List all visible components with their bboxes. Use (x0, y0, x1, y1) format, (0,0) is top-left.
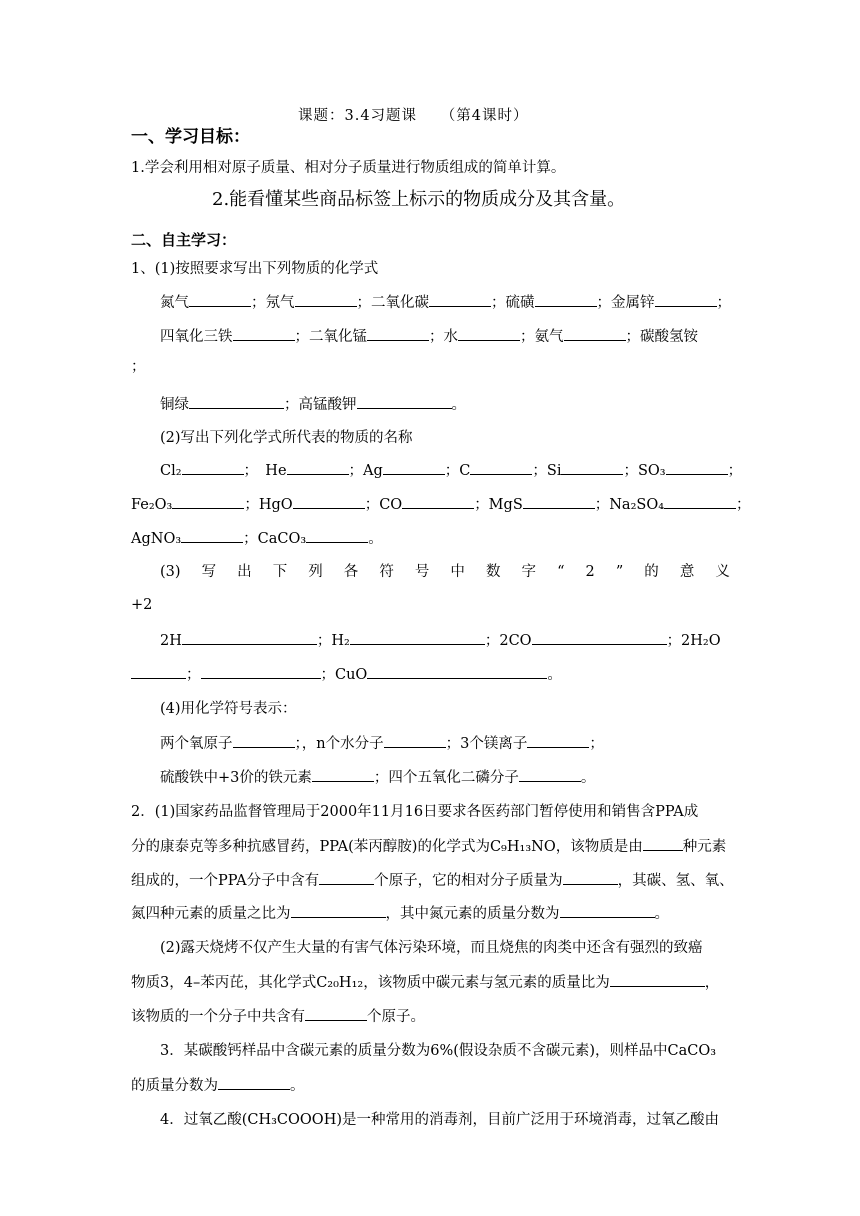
q1-row3: 铜绿 ；高锰酸钾 。 (160, 394, 760, 415)
answer-blank[interactable] (535, 292, 597, 307)
answer-blank[interactable] (655, 292, 717, 307)
answer-blank[interactable] (233, 733, 295, 748)
q1-part2-row3: AgNO₃ ；CaCO₃ 。 (131, 528, 731, 549)
q2-line1: 2．(1)国家药品监督管理局于2000年11月16日要求各医药部门暂停使用和销售含PPA成 (131, 804, 699, 820)
answer-blank[interactable] (131, 664, 186, 679)
answer-blank[interactable] (182, 630, 317, 645)
answer-blank[interactable] (532, 630, 667, 645)
answer-blank[interactable] (293, 494, 365, 509)
answer-blank[interactable] (367, 326, 429, 341)
answer-blank[interactable] (643, 836, 683, 851)
answer-blank[interactable] (181, 528, 243, 543)
answer-blank[interactable] (295, 292, 357, 307)
answer-blank[interactable] (666, 460, 728, 475)
q1-part4-row1: 两个氧原子 ；，n个水分子 ；3个镁离子 ； (160, 733, 760, 754)
answer-blank[interactable] (319, 870, 374, 885)
q2-line4: 氮四种元素的质量之比为 ，其中氮元素的质量分数为 。 (131, 903, 731, 924)
lesson-title: 课题：3.4习题课 （第4课时） (298, 108, 529, 124)
answer-blank[interactable] (563, 870, 618, 885)
q1-row2-end: ； (131, 359, 146, 375)
answer-blank[interactable] (233, 326, 295, 341)
goal-2: 2.能看懂某些商品标签上标示的物质成分及其含量。 (212, 189, 626, 210)
answer-blank[interactable] (429, 292, 491, 307)
answer-blank[interactable] (402, 494, 474, 509)
answer-blank[interactable] (561, 460, 623, 475)
q1-part2-row2: Fe₂O₃ ；HgO ；CO ；MgS ；Na₂SO₄ ； (131, 494, 731, 515)
answer-blank[interactable] (312, 767, 374, 782)
q1-row2: 四氧化三铁 ；二氧化锰 ；水 ；氨气 ；碳酸氢铵 (160, 326, 760, 347)
answer-blank[interactable] (291, 903, 386, 918)
answer-blank[interactable] (357, 394, 452, 409)
q1-part4-intro: (4)用化学符号表示： (160, 701, 297, 717)
answer-blank[interactable] (350, 630, 485, 645)
answer-blank[interactable] (527, 733, 589, 748)
q3-line1: 3．某碳酸钙样品中含碳元素的质量分数为6%(假设杂质不含碳元素)，则样品中CaCO₃ (160, 1043, 717, 1059)
answer-blank[interactable] (470, 460, 532, 475)
answer-blank[interactable] (305, 1006, 367, 1021)
answer-blank[interactable] (218, 1075, 290, 1090)
answer-blank[interactable] (664, 494, 736, 509)
section-heading-self-study: 二、自主学习： (131, 231, 237, 249)
answer-blank[interactable] (367, 664, 547, 679)
q2-part2-line2: 物质3，4–苯丙芘，其化学式C₂₀H₁₂，该物质中碳元素与氢元素的质量比为 ， (131, 972, 731, 993)
valence-plus2: +2 (131, 597, 153, 613)
answer-blank[interactable] (189, 292, 251, 307)
answer-blank[interactable] (564, 326, 626, 341)
q1-part3-row2: ； ；CuO 。 (131, 664, 731, 685)
q1-part3-intro: (3) 写 出 下 列 各 符 号 中 数 字 “ 2 ” 的 意 义 (160, 564, 730, 580)
answer-blank[interactable] (182, 460, 244, 475)
q1-part2-row1: Cl₂ ； He ；Ag ；C ；Si ；SO₃ ； (160, 460, 760, 481)
q4-line1: 4．过氧乙酸(CH₃COOOH)是一种常用的消毒剂，目前广泛用于环境消毒，过氧乙酸由 (160, 1112, 719, 1128)
answer-blank[interactable] (172, 494, 244, 509)
q1-row1: 氮气 ；氖气 ；二氧化碳 ；硫磺 ；金属锌 ； (160, 292, 760, 313)
q3-line2: 的质量分数为 。 (131, 1075, 731, 1096)
answer-blank[interactable] (519, 767, 581, 782)
answer-blank[interactable] (189, 394, 284, 409)
q2-line2: 分的康泰克等多种抗感冒药，PPA(苯丙醇胺)的化学式为C₉H₁₃NO，该物质是由 种元素 (131, 836, 731, 857)
answer-blank[interactable] (201, 664, 321, 679)
q1-part3-row1: 2H ；H₂ ；2CO ；2H₂O (160, 630, 730, 651)
answer-blank[interactable] (383, 460, 445, 475)
answer-blank[interactable] (384, 733, 446, 748)
q1-part4-row2: 硫酸铁中+3价的铁元素 ；四个五氧化二磷分子 。 (160, 767, 760, 788)
answer-blank[interactable] (458, 326, 520, 341)
section-heading-goals: 一、学习目标： (131, 127, 250, 147)
answer-blank[interactable] (523, 494, 595, 509)
q1-part2-intro: (2)写出下列化学式所代表的物质的名称 (160, 430, 413, 446)
goal-1: 1.学会利用相对原子质量、相对分子质量进行物质组成的简单计算。 (131, 160, 566, 176)
answer-blank[interactable] (560, 903, 655, 918)
q1-intro: 1、(1)按照要求写出下列物质的化学式 (131, 261, 379, 277)
answer-blank[interactable] (287, 460, 349, 475)
q2-line3: 组成的，一个PPA分子中含有 个原子，它的相对分子质量为 ，其碳、氢、氧、 (131, 870, 731, 891)
q2-part2-line1: (2)露天烧烤不仅产生大量的有害气体污染环境，而且烧焦的肉类中还含有强烈的致癌 (160, 940, 703, 956)
answer-blank[interactable] (306, 528, 368, 543)
q2-part2-line3: 该物质的一个分子中共含有 个原子。 (131, 1006, 731, 1027)
answer-blank[interactable] (610, 972, 705, 987)
